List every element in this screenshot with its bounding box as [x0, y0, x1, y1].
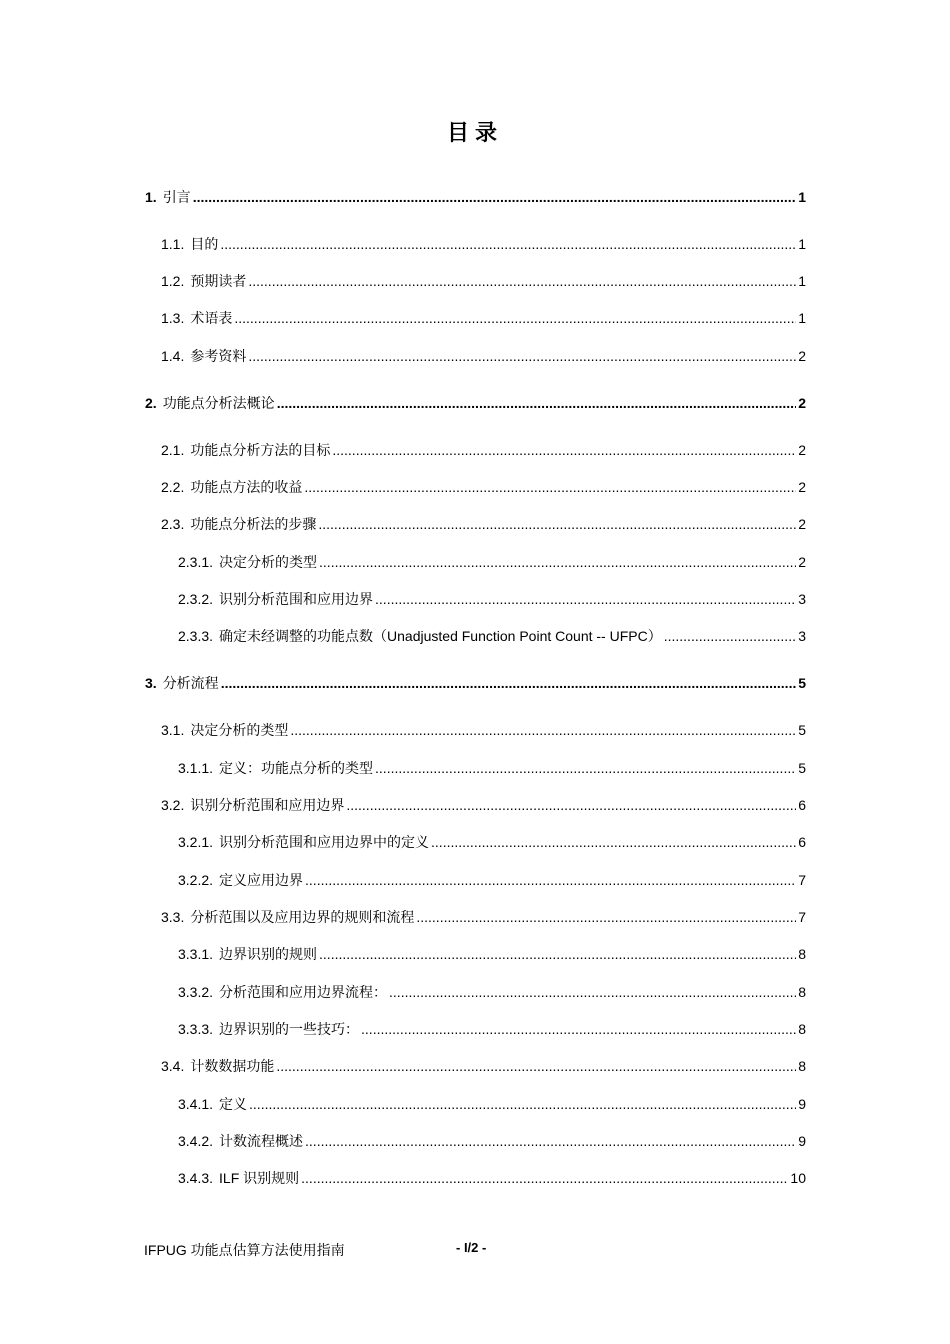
toc-entry-number: 1.: [145, 189, 157, 205]
toc-entry-label: 决定分析的类型: [190, 722, 289, 738]
toc-entry-number: 3.: [145, 675, 157, 691]
toc-dot-leader: [431, 832, 796, 852]
toc-entry-label: ILF 识别规则: [219, 1170, 300, 1186]
toc-entry-page: 3: [798, 591, 806, 607]
toc-entry-page: 1: [798, 310, 806, 326]
toc-entry-label: 功能点方法的收益: [190, 479, 303, 495]
toc-entry[interactable]: [161, 720, 806, 740]
toc-dot-leader: [221, 673, 797, 693]
toc-entry-page: 8: [798, 1021, 806, 1037]
page-title: 目录: [446, 120, 503, 146]
toc-entry-label: 计数数据功能: [190, 1058, 275, 1074]
toc-entry-number: 3.1.1.: [178, 760, 214, 776]
toc-entry-page: 8: [798, 1058, 806, 1074]
toc-entry[interactable]: [178, 944, 806, 964]
toc-entry-label: 决定分析的类型: [219, 554, 318, 570]
toc-entry-page: 2: [798, 479, 806, 495]
toc-entry-label: 定义：功能点分析的类型: [219, 760, 374, 776]
toc-dot-leader: [248, 271, 796, 291]
toc-dot-leader: [305, 870, 796, 890]
toc-dot-leader: [389, 982, 796, 1002]
toc-entry-label: 分析范围以及应用边界的规则和流程: [190, 909, 415, 925]
toc-entry-label: 定义: [219, 1096, 248, 1112]
toc-dot-leader: [276, 1056, 796, 1076]
toc-entry-page: 2: [798, 395, 806, 411]
toc-entry[interactable]: [178, 1094, 806, 1114]
toc-dot-leader: [416, 907, 796, 927]
toc-entry-page: 5: [798, 722, 806, 738]
toc-dot-leader: [346, 795, 796, 815]
toc-dot-leader: [249, 1094, 796, 1114]
toc-dot-leader: [290, 720, 796, 740]
toc-entry[interactable]: [161, 234, 806, 254]
toc-entry[interactable]: [178, 758, 806, 778]
toc-entry-page: 6: [798, 797, 806, 813]
toc-entry-label: 识别分析范围和应用边界: [219, 591, 374, 607]
toc-entry-label: 计数流程概述: [219, 1133, 304, 1149]
toc-dot-leader: [277, 393, 797, 413]
toc-entry-label: 确定未经调整的功能点数（Unadjusted Function Point Count -- UFPC）: [219, 628, 662, 644]
toc-entry-number: 2.1.: [161, 442, 185, 458]
toc-dot-leader: [304, 477, 796, 497]
toc-entry-page: 8: [798, 946, 806, 962]
toc-entry-number: 1.3.: [161, 310, 185, 326]
toc-entry-page: 5: [798, 675, 806, 691]
toc-dot-leader: [375, 589, 796, 609]
toc-dot-leader: [248, 346, 796, 366]
toc-entry-page: 1: [798, 273, 806, 289]
toc-entry-number: 2.3.1.: [178, 554, 214, 570]
toc-dot-leader: [332, 440, 796, 460]
toc-entry[interactable]: [178, 1168, 806, 1188]
toc-entry-label: 功能点分析法的步骤: [190, 516, 317, 532]
toc-entry-number: 1.2.: [161, 273, 185, 289]
toc-entry[interactable]: [178, 832, 806, 852]
toc-entry-label: 边界识别的一些技巧：: [219, 1021, 360, 1037]
toc-entry-number: 3.4.3.: [178, 1170, 214, 1186]
toc-entry-label: 识别分析范围和应用边界: [190, 797, 345, 813]
toc-dot-leader: [318, 514, 796, 534]
toc-entry-label: 引言: [162, 189, 191, 205]
toc-entry-page: 5: [798, 760, 806, 776]
toc-dot-leader: [361, 1019, 796, 1039]
toc-entry[interactable]: [178, 589, 806, 609]
toc-entry-label: 边界识别的规则: [219, 946, 318, 962]
toc-dot-leader: [375, 758, 796, 778]
toc-entry-number: 2.3.3.: [178, 628, 214, 644]
toc-entry-number: 2.: [145, 395, 157, 411]
toc-entry[interactable]: [178, 1131, 806, 1151]
toc-entry[interactable]: [161, 795, 806, 815]
toc-entry[interactable]: [161, 907, 806, 927]
toc-entry-label: 分析范围和应用边界流程：: [219, 984, 388, 1000]
toc-entry-page: 2: [798, 348, 806, 364]
toc-entry-page: 10: [790, 1170, 806, 1186]
toc-entry-label: 预期读者: [190, 273, 247, 289]
toc-entry[interactable]: [161, 308, 806, 328]
toc-dot-leader: [305, 1131, 796, 1151]
toc-entry[interactable]: [145, 393, 806, 413]
toc-dot-leader: [193, 187, 797, 207]
toc-entry-label: 术语表: [190, 310, 233, 326]
toc-entry[interactable]: [161, 346, 806, 366]
toc-entry-page: 1: [798, 236, 806, 252]
toc-entry[interactable]: [145, 673, 806, 693]
toc-entry-label: 分析流程: [162, 675, 219, 691]
toc-entry[interactable]: [178, 982, 806, 1002]
toc-entry-number: 3.3.3.: [178, 1021, 214, 1037]
toc-entry[interactable]: [161, 477, 806, 497]
toc-entry-label: 参考资料: [190, 348, 247, 364]
toc-entry-number: 3.2.1.: [178, 834, 214, 850]
toc-entry-label: 识别分析范围和应用边界中的定义: [219, 834, 430, 850]
toc-entry-page: 3: [798, 628, 806, 644]
toc-entry-number: 3.2.: [161, 797, 185, 813]
toc-entry[interactable]: [161, 271, 806, 291]
footer-page-number: - I/2 -: [456, 1240, 487, 1255]
footer-document-title: IFPUG 功能点估算方法使用指南: [144, 1242, 345, 1258]
toc-dot-leader: [301, 1168, 788, 1188]
toc-entry-label: 定义应用边界: [219, 872, 304, 888]
toc-entry-number: 3.4.1.: [178, 1096, 214, 1112]
toc-entry-number: 1.4.: [161, 348, 185, 364]
toc-entry-page: 2: [798, 516, 806, 532]
toc-dot-leader: [664, 626, 796, 646]
toc-dot-leader: [319, 944, 796, 964]
toc-entry-label: 功能点分析方法的目标: [190, 442, 331, 458]
toc-entry-number: 3.2.2.: [178, 872, 214, 888]
toc-entry-number: 3.1.: [161, 722, 185, 738]
toc-entry-page: 2: [798, 442, 806, 458]
toc-entry[interactable]: [178, 552, 806, 572]
toc-entry-page: 6: [798, 834, 806, 850]
toc-entry-number: 3.4.: [161, 1058, 185, 1074]
toc-entry-page: 9: [798, 1096, 806, 1112]
toc-dot-leader: [234, 308, 796, 328]
toc-entry[interactable]: [178, 870, 806, 890]
toc-entry-number: 1.1.: [161, 236, 185, 252]
toc-entry-number: 3.4.2.: [178, 1133, 214, 1149]
toc-entry[interactable]: [161, 514, 806, 534]
toc-entry-number: 3.3.2.: [178, 984, 214, 1000]
toc-entry-number: 3.3.1.: [178, 946, 214, 962]
toc-entry-label: 功能点分析法概论: [162, 395, 275, 411]
toc-entry-number: 2.3.: [161, 516, 185, 532]
toc-entry[interactable]: [161, 440, 806, 460]
toc-entry-number: 2.2.: [161, 479, 185, 495]
toc-entry-page: 7: [798, 909, 806, 925]
toc-entry-label: 目的: [190, 236, 219, 252]
toc-dot-leader: [220, 234, 796, 254]
toc-entry-page: 7: [798, 872, 806, 888]
toc-entry[interactable]: [161, 1056, 806, 1076]
toc-dot-leader: [319, 552, 796, 572]
toc-entry[interactable]: [145, 187, 806, 207]
toc-entry-page: 8: [798, 984, 806, 1000]
toc-entry-page: 1: [798, 189, 806, 205]
toc-entry-number: 2.3.2.: [178, 591, 214, 607]
toc-entry[interactable]: [178, 1019, 806, 1039]
toc-entry-number: 3.3.: [161, 909, 185, 925]
toc-entry-page: 2: [798, 554, 806, 570]
toc-entry[interactable]: [178, 626, 806, 646]
toc-entry-page: 9: [798, 1133, 806, 1149]
